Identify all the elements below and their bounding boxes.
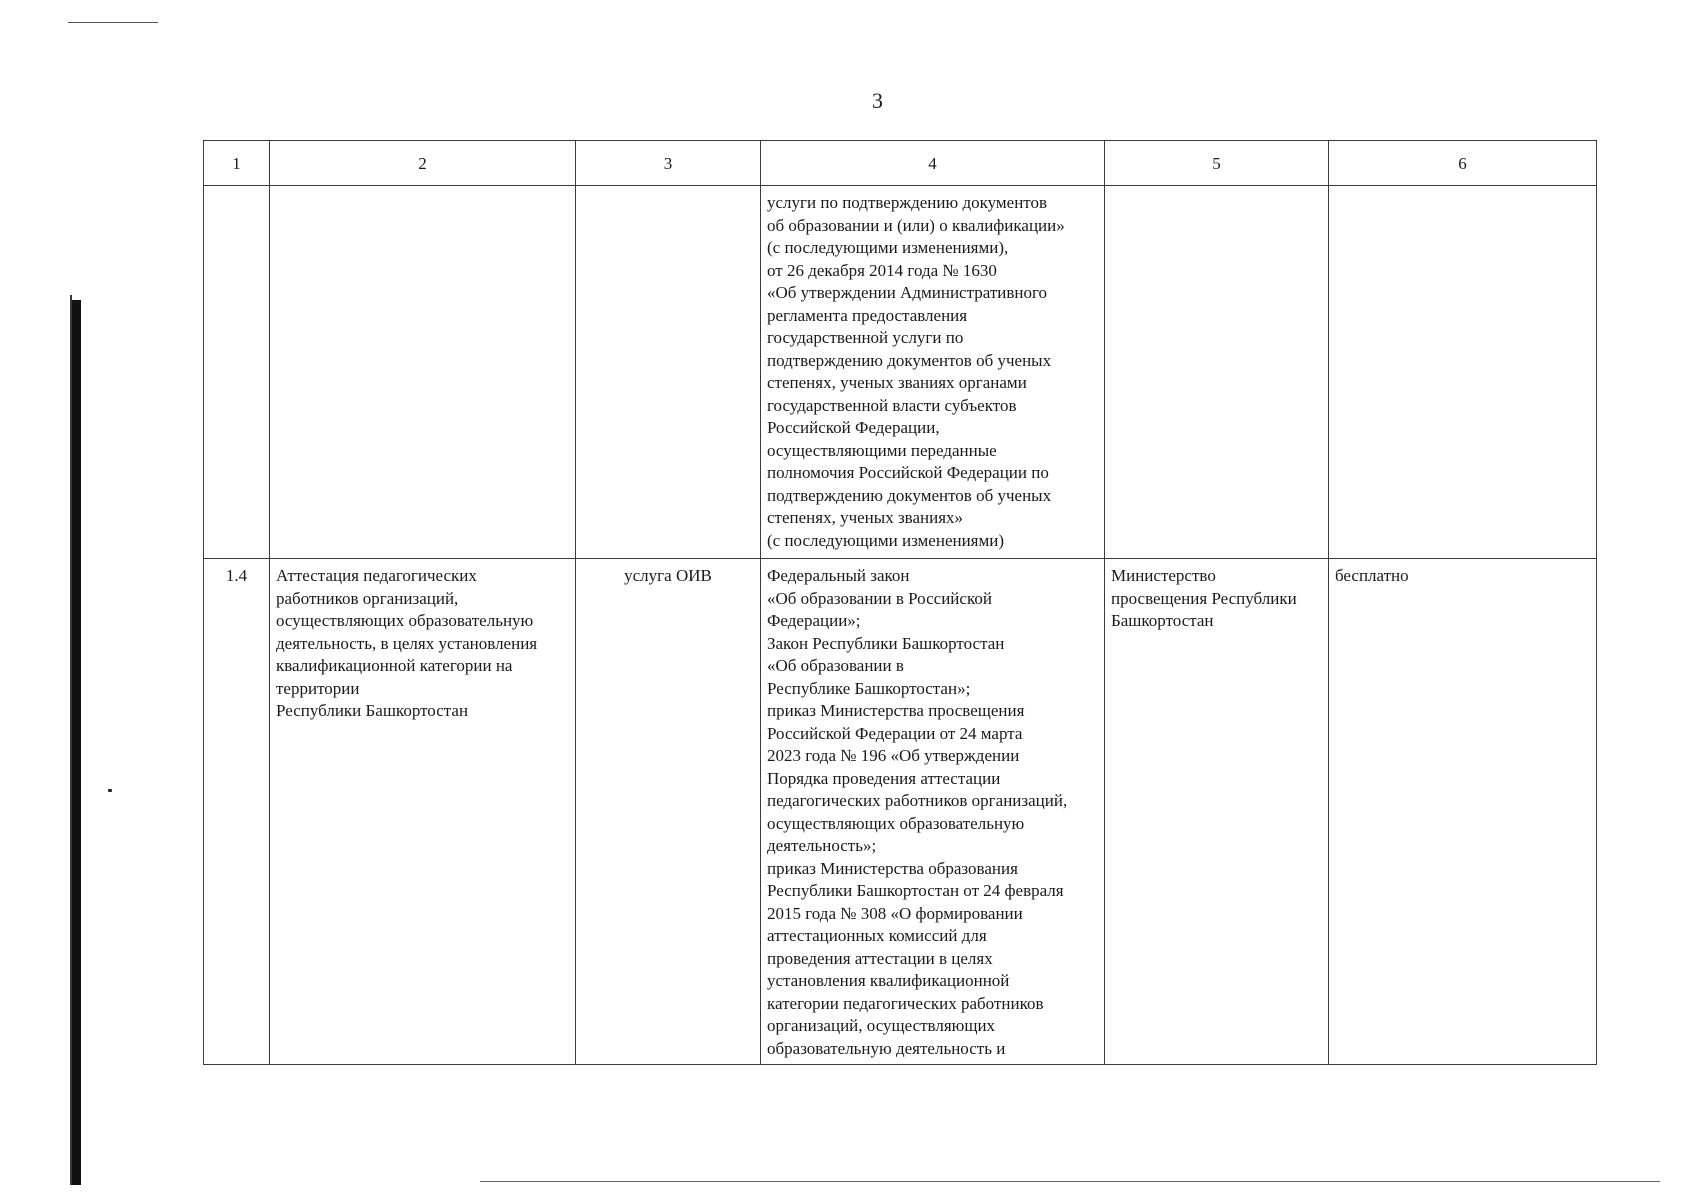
column-header-4: 4 — [761, 141, 1105, 186]
legal-basis-cell: Федеральный закон «Об образовании в Российской Федерации»; Закон Республики Башкортостан «Об образовании в Республике Башкортостан»; приказ Министерства просвещения Российской Федерации от 24 марта 2023 года № 196 «Об утверждении Порядка проведения аттестации педагогических работников организаций, осуществляющих образовательную деятельность»; приказ Министерства образования Республики Башкортостан от 24 февраля 2015 года № 308 «О формировании аттестационных комиссий для проведения аттестации в целях установления квалификационной категории педагогических работников организаций, осуществляющих образовательную деятельность и — [761, 559, 1105, 1065]
scan-artifact-top-line — [68, 22, 158, 23]
service-name-cell — [270, 186, 576, 559]
column-header-3: 3 — [576, 141, 761, 186]
legal-basis-cell: услуги по подтверждению документов об образовании и (или) о квалификации» (с последующими изменениями), от 26 декабря 2014 года № 1630 «Об утверждении Административного регламента предоставления государственной услуги по подтверждению документов об ученых степенях, ученых званиях органами государственной власти субъектов Российской Федерации, осуществляющими переданные полномочия Российской Федерации по подтверждению документов об ученых степенях, ученых званиях» (с последующими изменениями) — [761, 186, 1105, 559]
column-header-1: 1 — [204, 141, 270, 186]
document-table — [203, 140, 1597, 1065]
service-type-cell: услуга ОИВ — [576, 559, 761, 1065]
scan-artifact-left-edge — [72, 300, 81, 1185]
table-row — [204, 559, 1597, 1065]
page-number: 3 — [872, 88, 883, 113]
column-header-5: 5 — [1105, 141, 1329, 186]
fee-cell — [1329, 186, 1597, 559]
table-row — [204, 186, 1597, 559]
table-header-row — [204, 141, 1597, 186]
column-header-6: 6 — [1329, 141, 1597, 186]
scan-artifact-bottom-line — [480, 1181, 1660, 1182]
row-number-cell: 1.4 — [204, 559, 270, 1065]
row-number-cell — [204, 186, 270, 559]
scan-artifact-dot — [108, 789, 112, 792]
column-header-2: 2 — [270, 141, 576, 186]
responsible-body-cell — [1105, 186, 1329, 559]
service-name-cell: Аттестация педагогических работников организаций, осуществляющих образовательную деятельность, в целях установления квалификационной категории на территории Республики Башкортостан — [270, 559, 576, 1065]
fee-cell: бесплатно — [1329, 559, 1597, 1065]
service-type-cell — [576, 186, 761, 559]
responsible-body-cell: Министерство просвещения Республики Башкортостан — [1105, 559, 1329, 1065]
